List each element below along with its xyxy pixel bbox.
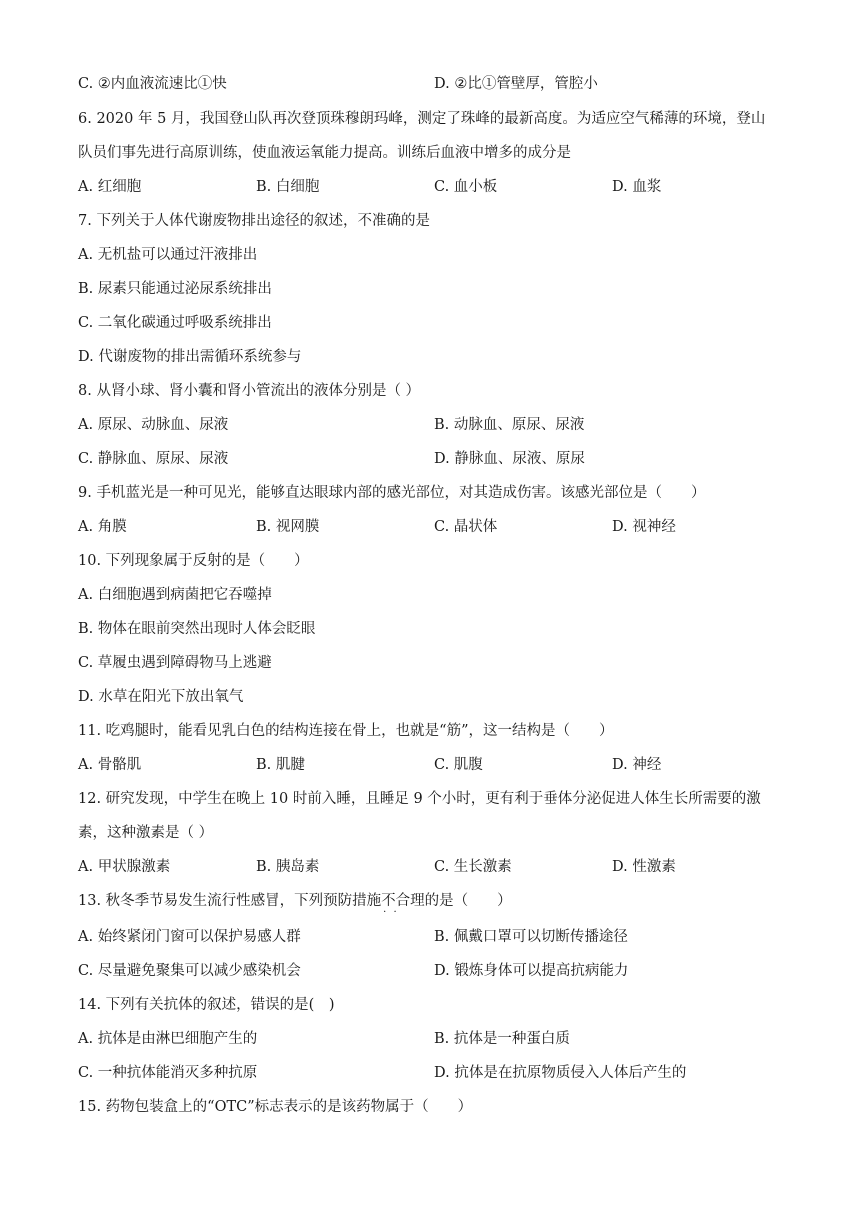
option-a: A. 抗体是由淋巴细胞产生的 [78, 1031, 258, 1047]
question-5-options-row [78, 72, 828, 96]
question-12-stem-line-2: 素，这种激素是（ ） [78, 825, 214, 841]
option-c: C. 一种抗体能消灭多种抗原 [78, 1065, 258, 1081]
question-7-option-c: C. 二氧化碳通过呼吸系统排出 [78, 315, 272, 331]
option-c: C. 静脉血、原尿、尿液 [78, 451, 229, 467]
option-b: B. 白细胞 [256, 179, 320, 195]
option-d: D. 静脉血、尿液、原尿 [434, 451, 585, 467]
emphasized-text: 不合理 · · [381, 893, 425, 909]
question-10-option-a: A. 白细胞遇到病菌把它吞噬掉 [78, 587, 272, 603]
option-a: A. 始终紧闭门窗可以保护易感人群 [78, 929, 301, 945]
question-9-stem: 9. 手机蓝光是一种可见光，能够直达眼球内部的感光部位，对其造成伤害。该感光部位是（ ） [78, 485, 706, 501]
question-13-options-row-1 [78, 925, 828, 949]
question-6-stem-line-2: 队员们事先进行高原训练，使血液运氧能力提高。训练后血液中增多的成分是 [78, 145, 571, 161]
question-10-option-d: D. 水草在阳光下放出氧气 [78, 689, 244, 705]
question-10-option-b: B. 物体在眼前突然出现时人体会眨眼 [78, 621, 316, 637]
question-6-stem-line-1: 6. 2020 年 5 月，我国登山队再次登顶珠穆朗玛峰，测定了珠峰的最新高度。为适应空气稀薄的环境，登山 [78, 111, 766, 127]
question-6-options-row [78, 175, 828, 199]
question-9-options-row [78, 515, 828, 539]
option-d: D. 抗体是在抗原物质侵入人体后产生的 [434, 1065, 687, 1081]
question-8-stem: 8. 从肾小球、肾小囊和肾小管流出的液体分别是（ ） [78, 383, 421, 399]
option-c: C. 晶状体 [434, 519, 498, 535]
option-b: B. 佩戴口罩可以切断传播途径 [434, 929, 628, 945]
option-d: D. 锻炼身体可以提高抗病能力 [434, 963, 629, 979]
question-10-option-c: C. 草履虫遇到障碍物马上逃避 [78, 655, 272, 671]
option-b: B. 抗体是一种蛋白质 [434, 1031, 570, 1047]
option-c: C. 尽量避免聚集可以减少感染机会 [78, 963, 301, 979]
option-a: A. 原尿、动脉血、尿液 [78, 417, 229, 433]
option-a: A. 甲状腺激素 [78, 859, 171, 875]
question-7-option-b: B. 尿素只能通过泌尿系统排出 [78, 281, 272, 297]
question-12-stem-line-1: 12. 研究发现，中学生在晚上 10 时前入睡，且睡足 9 个小时，更有利于垂体分泌促进人体生长所需要的激 [78, 791, 761, 807]
option-b: B. 肌腱 [256, 757, 305, 773]
question-11-stem: 11. 吃鸡腿时，能看见乳白色的结构连接在骨上，也就是“筋”，这一结构是（ ） [78, 723, 614, 739]
stem-text: 的是（ ） [424, 893, 512, 909]
option-b: B. 动脉血、原尿、尿液 [434, 417, 585, 433]
question-12-options-row [78, 855, 828, 879]
question-10-stem: 10. 下列现象属于反射的是（ ） [78, 553, 309, 569]
question-7-option-a: A. 无机盐可以通过汗液排出 [78, 247, 258, 263]
question-13-stem [78, 889, 828, 913]
option-a: A. 骨骼肌 [78, 757, 142, 773]
question-14-options-row-1 [78, 1027, 828, 1051]
option-a: A. 角膜 [78, 519, 127, 535]
option-d: D. ②比①管壁厚，管腔小 [434, 76, 598, 92]
question-8-options-row-1 [78, 413, 828, 437]
option-d: D. 神经 [612, 757, 662, 773]
question-13-options-row-2 [78, 959, 828, 983]
question-15-stem: 15. 药物包装盒上的“OTC”标志表示的是该药物属于（ ） [78, 1099, 473, 1115]
option-c: C. ②内血液流速比①快 [78, 76, 227, 92]
option-c: C. 肌腹 [434, 757, 483, 773]
question-14-options-row-2 [78, 1061, 828, 1085]
option-d: D. 性激素 [612, 859, 676, 875]
question-7-option-d: D. 代谢废物的排出需循环系统参与 [78, 349, 302, 365]
option-d: D. 视神经 [612, 519, 676, 535]
option-d: D. 血浆 [612, 179, 662, 195]
option-c: C. 生长激素 [434, 859, 512, 875]
stem-text: 13. 秋冬季节易发生流行性感冒，下列预防措施 [78, 893, 382, 909]
question-11-options-row [78, 753, 828, 777]
question-8-options-row-2 [78, 447, 828, 471]
question-14-stem: 14. 下列有关抗体的叙述，错误的是( ) [78, 997, 335, 1013]
option-c: C. 血小板 [434, 179, 498, 195]
option-b: B. 胰岛素 [256, 859, 320, 875]
option-b: B. 视网膜 [256, 519, 320, 535]
option-a: A. 红细胞 [78, 179, 142, 195]
question-7-stem: 7. 下列关于人体代谢废物排出途径的叙述，不准确的是 [78, 213, 430, 229]
